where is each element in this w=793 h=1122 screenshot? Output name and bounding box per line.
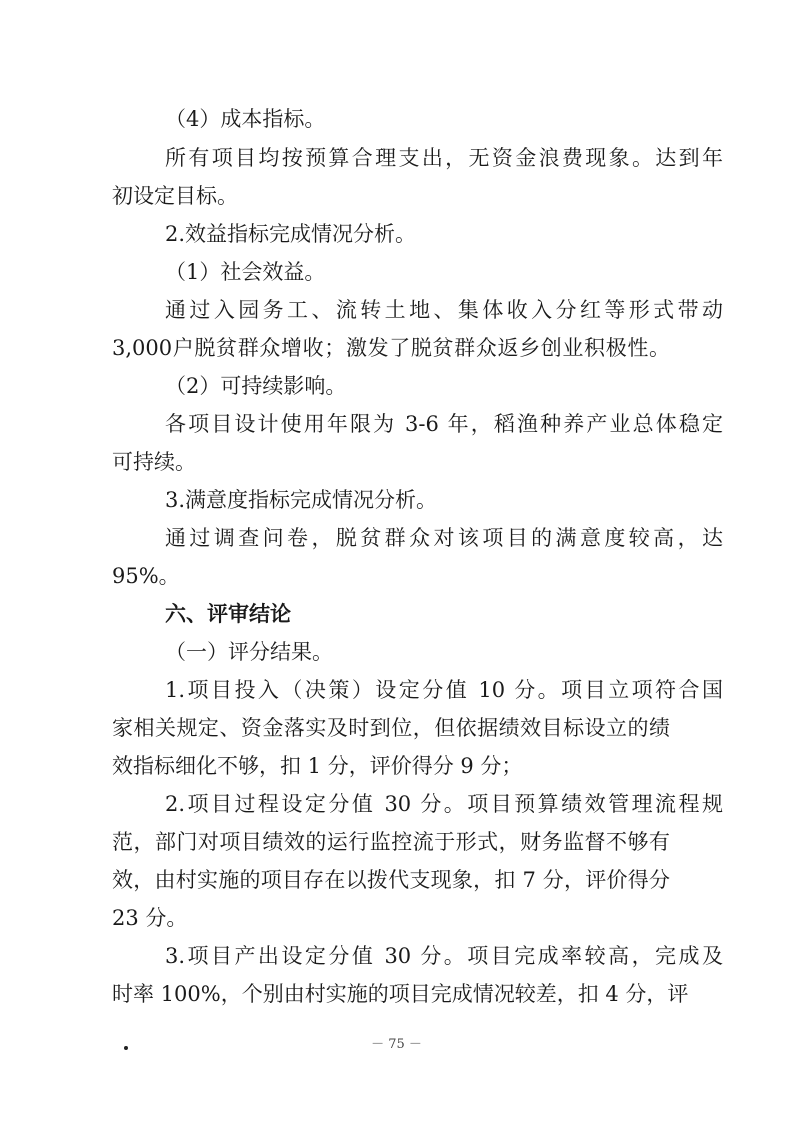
page-number: － 75 －	[371, 1037, 422, 1052]
text-line: 95%。	[112, 564, 180, 588]
text-line: 3.项目产出设定分值 30 分。项目完成率较高，完成及	[165, 944, 723, 968]
text-line: （4）成本指标。	[165, 107, 326, 131]
text-line: （一）评分结果。	[165, 640, 333, 664]
text-line: 各项目设计使用年限为 3-6 年，稻渔种养产业总体稳定	[165, 412, 723, 436]
text-line: 23 分。	[112, 906, 188, 930]
text-line: 家相关规定、资金落实及时到位，但依据绩效目标设立的绩	[112, 716, 670, 740]
text-line: 3.满意度指标完成情况分析。	[165, 488, 438, 512]
text-line: 可持续。	[112, 450, 196, 474]
text-line: 通过入园务工、流转土地、集体收入分红等形式带动	[165, 298, 723, 322]
text-line: 时率 100%，个别由村实施的项目完成情况较差，扣 4 分，评	[112, 982, 689, 1006]
text-line: 效指标细化不够，扣 1 分，评价得分 9 分；	[112, 754, 523, 778]
text-line: 范，部门对项目绩效的运行监控流于形式，财务监督不够有	[112, 830, 670, 854]
text-line: 2.效益指标完成情况分析。	[165, 222, 417, 246]
text-line: 通过调查问卷，脱贫群众对该项目的满意度较高，达	[165, 526, 723, 550]
text-line: 1.项目投入（决策）设定分值 10 分。项目立项符合国	[165, 678, 723, 702]
margin-dot	[124, 1046, 128, 1050]
text-line: （2）可持续影响。	[165, 374, 347, 398]
text-line: 所有项目均按预算合理支出，无资金浪费现象。达到年	[165, 146, 723, 170]
text-line: 初设定目标。	[112, 184, 238, 208]
section-heading: 六、评审结论	[165, 602, 291, 626]
text-line: 效，由村实施的项目存在以拨代支现象，扣 7 分，评价得分	[112, 868, 670, 892]
text-line: （1）社会效益。	[165, 260, 326, 284]
text-line: 3,000户脱贫群众增收；激发了脱贫群众返乡创业积极性。	[112, 336, 670, 360]
text-line: 2.项目过程设定分值 30 分。项目预算绩效管理流程规	[165, 792, 723, 816]
